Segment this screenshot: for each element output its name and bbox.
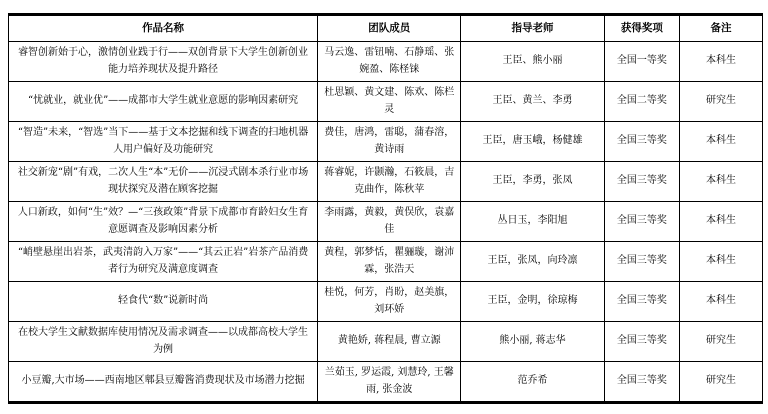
note-cell: 本科生 <box>680 282 763 322</box>
work-title-cell: 小豆瓣,大市场——西南地区郫县豆瓣酱消费现状及市场潜力挖掘 <box>9 362 318 403</box>
team-members-cell: 杜思颖、黄文建、陈欢、陈栏灵 <box>318 82 461 122</box>
award-cell: 全国三等奖 <box>604 202 679 242</box>
team-members-cell: 兰茹玉, 罗运霞, 刘慧玲, 王馨雨, 张金波 <box>318 362 461 403</box>
work-title-cell: “峭壁悬崖出岩茶，武夷清韵入万家”——“其云正岩”岩茶产品消费者行为研究及满意度调查 <box>9 242 318 282</box>
note-cell: 本科生 <box>680 162 763 202</box>
advisors-cell: 王臣，金明，徐琼梅 <box>461 282 604 322</box>
note-cell: 本科生 <box>680 42 763 82</box>
table-row <box>9 282 763 322</box>
award-cell: 全国三等奖 <box>604 362 679 403</box>
table-row <box>9 82 763 122</box>
column-header-title: 作品名称 <box>9 15 318 42</box>
team-members-cell: 黄程，郭梦恬，瞿骊璇，谢沛霖，张浩天 <box>318 242 461 282</box>
note-cell: 研究生 <box>680 362 763 403</box>
note-cell: 研究生 <box>680 322 763 362</box>
team-members-cell: 李雨露，黄毅，黄俣欣，袁嘉佳 <box>318 202 461 242</box>
advisors-cell: 熊小丽, 蒋志华 <box>461 322 604 362</box>
column-header-members: 团队成员 <box>318 15 461 42</box>
table-row <box>9 362 763 403</box>
advisors-cell: 王臣，唐玉峨，杨健雄 <box>461 122 604 162</box>
table-row <box>9 122 763 162</box>
team-members-cell: 马云逸、雷钮喃、石静瑶、张婉盈、陈柽铼 <box>318 42 461 82</box>
work-title-cell: “智造”未来，“智选”当下——基于文本挖掘和线下调查的扫地机器人用户偏好及功能研究 <box>9 122 318 162</box>
award-cell: 全国一等奖 <box>604 42 679 82</box>
award-cell: 全国三等奖 <box>604 322 679 362</box>
table-row <box>9 322 763 362</box>
note-cell: 本科生 <box>680 202 763 242</box>
advisors-cell: 王臣，李勇，张凤 <box>461 162 604 202</box>
team-members-cell: 费佳，唐鸿，雷聪，蒲春溶，黄诗雨 <box>318 122 461 162</box>
note-cell: 研究生 <box>680 82 763 122</box>
award-cell: 全国三等奖 <box>604 282 679 322</box>
awards-table <box>8 13 763 404</box>
work-title-cell: “忧就业，就业优”——成都市大学生就业意愿的影响因素研究 <box>9 82 318 122</box>
work-title-cell: 睿智创新始于心，激情创业践于行——双创背景下大学生创新创业能力培养现状及提升路径 <box>9 42 318 82</box>
advisors-cell: 王臣、熊小丽 <box>461 42 604 82</box>
work-title-cell: 在校大学生文献数据库使用情况及需求调查——以成都高校大学生为例 <box>9 322 318 362</box>
table-row <box>9 162 763 202</box>
header-row <box>9 15 763 42</box>
table-row <box>9 42 763 82</box>
team-members-cell: 黄艳娇, 蒋程晨, 曹立源 <box>318 322 461 362</box>
table-row <box>9 202 763 242</box>
advisors-cell: 王臣、黄兰、李勇 <box>461 82 604 122</box>
work-title-cell: 社交新宠“剧”有戏，二次人生“本”无价——沉浸式剧本杀行业市场现状探究及潜在顾客挖掘 <box>9 162 318 202</box>
team-members-cell: 桂悦，何芳，肖盼，赵美旗，刘环娇 <box>318 282 461 322</box>
note-cell: 本科生 <box>680 122 763 162</box>
award-cell: 全国三等奖 <box>604 162 679 202</box>
advisors-cell: 丛日玉，李阳旭 <box>461 202 604 242</box>
award-cell: 全国二等奖 <box>604 82 679 122</box>
team-members-cell: 蒋睿妮，许颢瀚，石筱晨，吉克曲作，陈秋苹 <box>318 162 461 202</box>
column-header-teachers: 指导老师 <box>461 15 604 42</box>
column-header-note: 备注 <box>680 15 763 42</box>
award-cell: 全国三等奖 <box>604 242 679 282</box>
column-header-award: 获得奖项 <box>604 15 679 42</box>
award-cell: 全国三等奖 <box>604 122 679 162</box>
work-title-cell: 轻食代“数”说新时尚 <box>9 282 318 322</box>
advisors-cell: 王臣，张凤，向玲凛 <box>461 242 604 282</box>
work-title-cell: 人口新政，如何“生”效？—“三孩政策”背景下成都市育龄妇女生育意愿调查及影响因素分析 <box>9 202 318 242</box>
table-row <box>9 242 763 282</box>
advisors-cell: 范乔希 <box>461 362 604 403</box>
note-cell: 本科生 <box>680 242 763 282</box>
